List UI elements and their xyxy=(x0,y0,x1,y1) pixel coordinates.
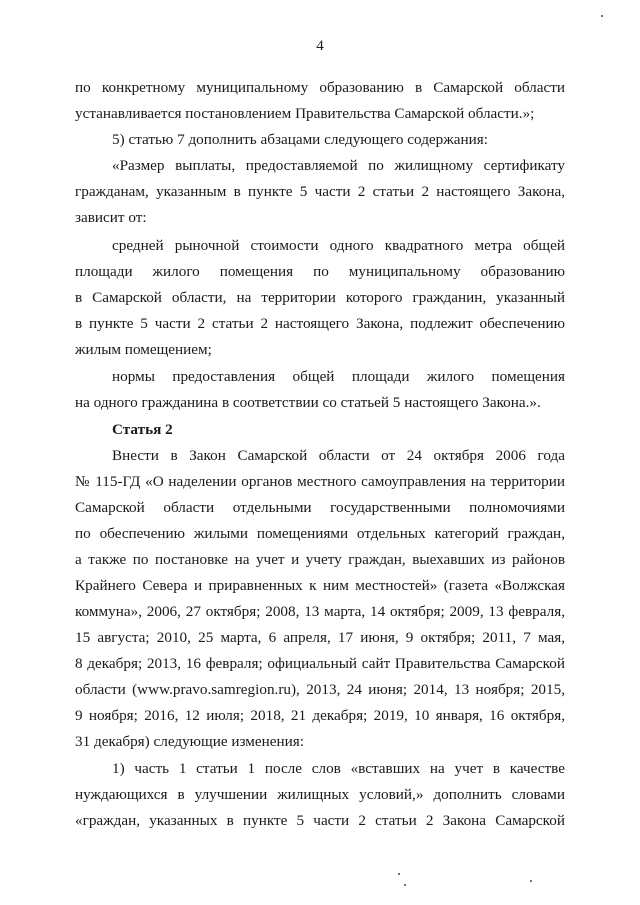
text-line: № 115-ГД «О наделении органов местного самоуправления на территории xyxy=(75,473,565,490)
text-line: Крайнего Севера и приравненных к ним местностей» (газета «Волжская xyxy=(75,577,565,594)
text-line: средней рыночной стоимости одного квадратного метра общей xyxy=(112,237,565,254)
article-heading: Статья 2 xyxy=(112,421,173,438)
page-number: 4 xyxy=(316,38,324,54)
text-line: площади жилого помещения по муниципальному образованию xyxy=(75,263,565,280)
text-line: 15 августа; 2010, 25 марта, 6 апреля, 17 июня, 9 октября; 2011, 7 мая, xyxy=(75,629,565,646)
text-line: 5) статью 7 дополнить абзацами следующего содержания: xyxy=(112,131,488,148)
text-line: в Самарской области, на территории которого гражданин, указанный xyxy=(75,289,565,306)
scan-artifact xyxy=(398,873,400,875)
text-line: жилым помещением; xyxy=(75,341,212,358)
text-line: Самарской области отдельными государственными полномочиями xyxy=(75,499,565,516)
text-line: «граждан, указанных в пункте 5 части 2 статьи 2 Закона Самарской xyxy=(75,812,565,829)
text-line: нуждающихся в улучшении жилищных условий,» дополнить словами xyxy=(75,786,565,803)
text-line: 8 декабря; 2013, 16 февраля; официальный сайт Правительства Самарской xyxy=(75,655,565,672)
text-line: зависит от: xyxy=(75,209,147,226)
text-line: по обеспечению жилыми помещениями отдельных категорий граждан, xyxy=(75,525,565,542)
text-line: области (www.pravo.samregion.ru), 2013, 24 июня; 2014, 13 ноября; 2015, xyxy=(75,681,565,698)
scan-artifact xyxy=(404,884,406,886)
text-line: Внести в Закон Самарской области от 24 октября 2006 года xyxy=(112,447,565,464)
text-line: «Размер выплаты, предоставляемой по жилищному сертификату xyxy=(112,157,565,174)
text-line: 9 ноября; 2016, 12 июля; 2018, 21 декабря; 2019, 10 января, 16 октября, xyxy=(75,707,565,724)
text-line: в пункте 5 части 2 статьи 2 настоящего Закона, подлежит обеспечению xyxy=(75,315,565,332)
text-line: 1) часть 1 статьи 1 после слов «вставших на учет в качестве xyxy=(112,760,565,777)
text-line: устанавливается постановлением Правительства Самарской области.»; xyxy=(75,105,535,122)
text-line: гражданам, указанным в пункте 5 части 2 статьи 2 настоящего Закона, xyxy=(75,183,565,200)
scan-artifact xyxy=(601,15,603,17)
text-line: 31 декабря) следующие изменения: xyxy=(75,733,304,750)
text-line: по конкретному муниципальному образованию в Самарской области xyxy=(75,79,565,96)
text-line: нормы предоставления общей площади жилого помещения xyxy=(112,368,565,385)
text-line: коммуна», 2006, 27 октября; 2008, 13 марта, 14 октября; 2009, 13 февраля, xyxy=(75,603,565,620)
text-line: а также по постановке на учет и учету граждан, выехавших из районов xyxy=(75,551,565,568)
scan-artifact xyxy=(530,880,532,882)
text-line: на одного гражданина в соответствии со статьей 5 настоящего Закона.». xyxy=(75,394,541,411)
